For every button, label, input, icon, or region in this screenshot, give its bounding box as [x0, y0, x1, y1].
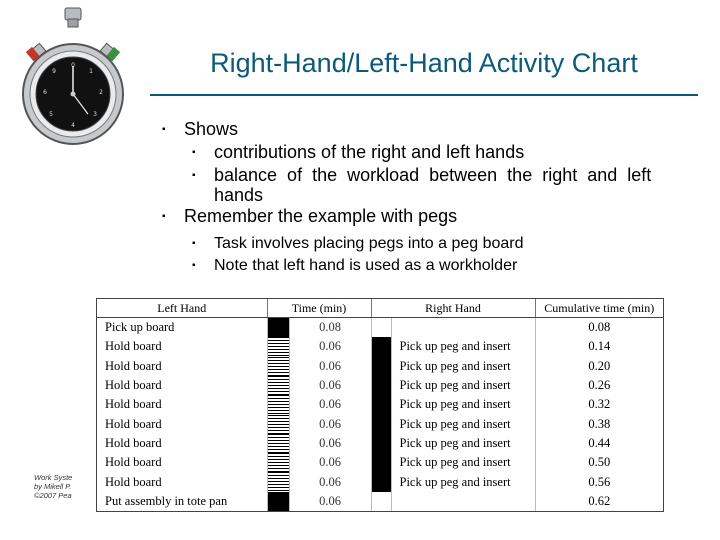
left-bar-fill	[268, 376, 289, 395]
time-value: 0.06	[289, 376, 371, 395]
activity-chart-table	[96, 298, 664, 512]
left-bar-fill	[268, 492, 289, 511]
time-value: 0.06	[289, 492, 371, 511]
header-left-hand: Left Hand	[97, 299, 267, 318]
table-row	[97, 434, 663, 453]
left-bar-fill	[268, 415, 289, 434]
header-cumulative-time: Cumulative time (min)	[535, 299, 663, 318]
bullet-marker-icon: ▪	[192, 260, 196, 271]
table-row	[97, 337, 663, 356]
bullet-item	[160, 205, 688, 228]
left-hand-activity: Put assembly in tote pan	[97, 492, 267, 511]
time-value: 0.06	[289, 472, 371, 491]
left-bar-fill	[268, 318, 289, 337]
right-bar-fill	[372, 395, 391, 414]
right-hand-bar	[371, 337, 391, 356]
right-bar-fill	[372, 357, 391, 376]
left-hand-activity: Hold board	[97, 415, 267, 434]
left-hand-bar	[267, 472, 289, 491]
svg-text:0: 0	[71, 62, 75, 69]
left-bar-fill	[268, 434, 289, 453]
right-hand-bar	[371, 492, 391, 511]
right-hand-activity: Pick up peg and insert	[391, 472, 535, 491]
bullet-continuation: hands	[214, 185, 264, 205]
bullet-marker-icon: ▪	[192, 170, 196, 181]
table-row	[97, 395, 663, 414]
right-hand-activity: Pick up peg and insert	[391, 395, 535, 414]
bullet-text: Task involves placing pegs into a peg board	[214, 235, 524, 252]
left-bar-fill	[268, 337, 289, 356]
cumulative-time-value: 0.44	[588, 435, 611, 450]
left-hand-activity: Hold board	[97, 337, 267, 356]
table-row	[97, 357, 663, 376]
right-hand-bar	[371, 395, 391, 414]
right-hand-activity: Pick up peg and insert	[391, 376, 535, 395]
left-hand-activity: Pick up board	[97, 318, 267, 338]
time-value: 0.06	[289, 453, 371, 472]
time-value: 0.08	[289, 318, 371, 338]
left-hand-bar	[267, 434, 289, 453]
right-hand-activity: Pick up peg and insert	[391, 453, 535, 472]
left-hand-activity: Hold board	[97, 434, 267, 453]
left-hand-bar	[267, 395, 289, 414]
svg-text:4: 4	[71, 122, 75, 129]
cumulative-time-value: 0.14	[588, 339, 611, 354]
left-bar-fill	[268, 395, 289, 414]
right-hand-activity	[391, 318, 535, 338]
left-hand-activity: Hold board	[97, 376, 267, 395]
time-value: 0.06	[289, 337, 371, 356]
right-hand-activity: Pick up peg and insert	[391, 357, 535, 376]
bullet-item	[160, 141, 688, 164]
right-hand-bar	[371, 472, 391, 491]
footer-line: by Mikell P.	[34, 482, 72, 491]
slide-title: Right-Hand/Left-Hand Activity Chart	[210, 48, 638, 78]
right-bar-fill	[372, 337, 391, 356]
time-value: 0.06	[289, 415, 371, 434]
bullet-text: Remember the example with pegs	[184, 206, 458, 226]
table-row	[97, 376, 663, 395]
left-bar-fill	[268, 453, 289, 472]
right-hand-bar	[371, 434, 391, 453]
right-bar-fill	[372, 318, 391, 337]
bullet-marker-icon: ▪	[162, 124, 166, 135]
bullet-item	[160, 255, 688, 277]
bullet-item	[160, 118, 688, 141]
footer-line: Work Syste	[34, 473, 73, 482]
table-row	[97, 318, 663, 338]
bullet-text: Note that left hand is used as a workholder	[214, 257, 518, 274]
svg-text:2: 2	[99, 89, 103, 96]
cumulative-time-value: 0.32	[588, 397, 611, 412]
right-bar-fill	[372, 492, 391, 511]
table-row	[97, 492, 663, 511]
right-hand-bar	[371, 318, 391, 338]
right-bar-fill	[372, 453, 391, 472]
svg-text:6: 6	[43, 89, 47, 96]
cumulative-time-value: 0.38	[588, 416, 611, 431]
right-hand-activity: Pick up peg and insert	[391, 337, 535, 356]
left-hand-bar	[267, 337, 289, 356]
cumulative-time-value: 0.56	[588, 474, 611, 489]
right-hand-bar	[371, 376, 391, 395]
table-row	[97, 453, 663, 472]
right-bar-fill	[372, 376, 391, 395]
time-value: 0.06	[289, 357, 371, 376]
cumulative-time-value: 0.62	[588, 493, 611, 508]
right-bar-fill	[372, 472, 391, 491]
footer-line: ©2007 Pea	[34, 491, 72, 500]
right-hand-activity: Pick up peg and insert	[391, 434, 535, 453]
svg-text:5: 5	[49, 111, 53, 118]
cumulative-time-value: 0.26	[588, 378, 611, 393]
left-hand-activity: Hold board	[97, 395, 267, 414]
right-hand-bar	[371, 415, 391, 434]
bullet-item	[160, 233, 688, 255]
right-bar-fill	[372, 434, 391, 453]
left-hand-bar	[267, 415, 289, 434]
header-time: Time (min)	[267, 299, 371, 318]
svg-text:3: 3	[93, 111, 97, 118]
left-hand-activity: Hold board	[97, 357, 267, 376]
right-hand-bar	[371, 357, 391, 376]
left-hand-bar	[267, 357, 289, 376]
bullet-marker-icon: ▪	[162, 211, 166, 222]
left-bar-fill	[268, 472, 289, 491]
footer-credit	[34, 473, 90, 500]
bullet-text: Shows	[184, 119, 239, 139]
left-hand-bar	[267, 376, 289, 395]
table-row	[97, 415, 663, 434]
left-hand-bar	[267, 453, 289, 472]
bullet-item	[160, 164, 688, 187]
left-hand-bar	[267, 318, 289, 338]
bullet-marker-icon: ▪	[192, 147, 196, 158]
svg-text:1: 1	[89, 68, 93, 75]
left-hand-activity: Hold board	[97, 472, 267, 491]
left-hand-bar	[267, 492, 289, 511]
time-value: 0.06	[289, 395, 371, 414]
right-hand-activity: Pick up peg and insert	[391, 415, 535, 434]
bullet-text: contributions of the right and left hands	[214, 142, 525, 162]
bullet-list	[160, 118, 688, 277]
left-hand-activity: Hold board	[97, 453, 267, 472]
title-divider	[150, 94, 698, 96]
table-header-row	[97, 299, 663, 318]
bullet-text: balance of the workload between the right and left	[214, 165, 652, 185]
cumulative-time-value: 0.08	[588, 320, 611, 335]
left-bar-fill	[268, 357, 289, 376]
svg-text:9: 9	[52, 68, 56, 75]
table-row	[97, 472, 663, 491]
cumulative-time-value: 0.20	[588, 358, 611, 373]
time-value: 0.06	[289, 434, 371, 453]
stopwatch-image	[18, 6, 128, 156]
bullet-marker-icon: ▪	[192, 238, 196, 249]
right-bar-fill	[372, 415, 391, 434]
header-right-hand: Right Hand	[371, 299, 535, 318]
cumulative-time-value: 0.50	[588, 455, 611, 470]
right-hand-bar	[371, 453, 391, 472]
right-hand-activity	[391, 492, 535, 511]
